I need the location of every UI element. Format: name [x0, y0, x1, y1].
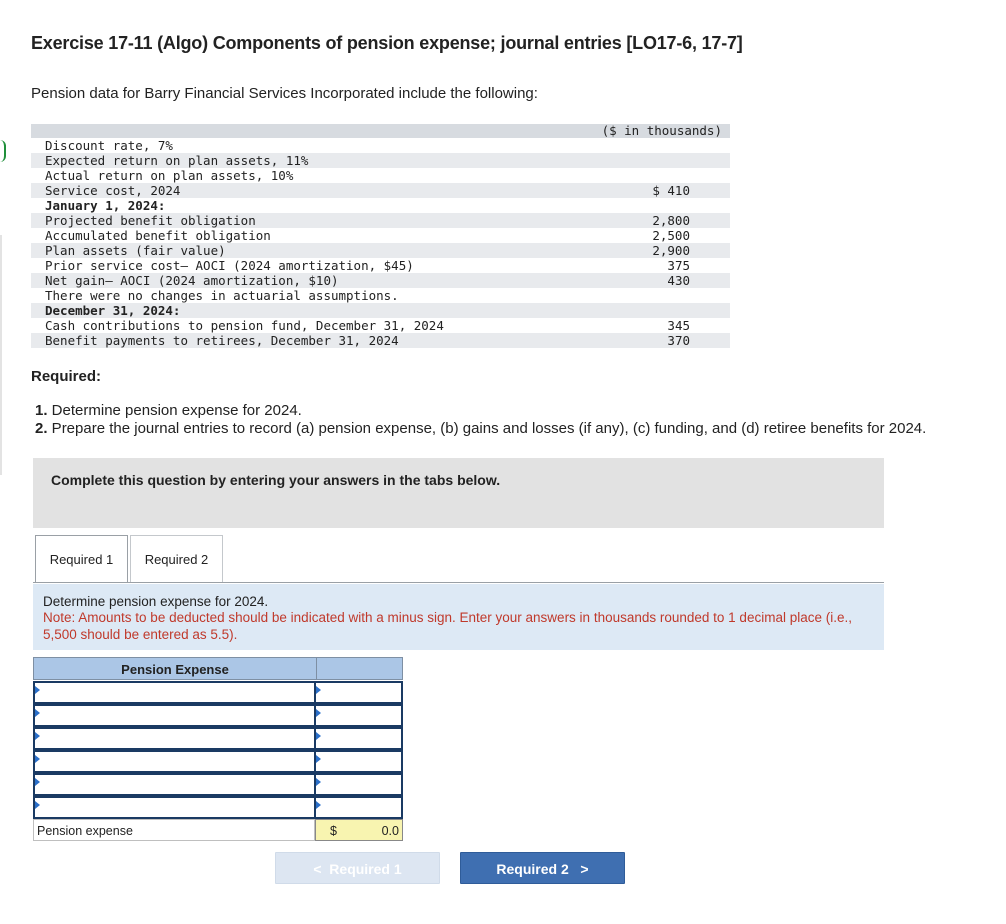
item-description-input[interactable] [33, 681, 315, 704]
amount-input[interactable] [315, 681, 403, 704]
instruction-text: Complete this question by entering your answers in the tabs below. [51, 472, 501, 488]
panel-note: Note: Amounts to be deducted should be indicated with a minus sign. Enter your answers in thousands rounded to 1 decimal place (i.e., 5,500 should be entered as 5.5). [43, 610, 852, 642]
item-description-input[interactable] [33, 750, 315, 773]
data-row-label: January 1, 2024: [45, 198, 166, 213]
data-row [31, 213, 730, 228]
amount-input[interactable] [315, 750, 403, 773]
data-row-value: 2,500 [652, 228, 690, 243]
required-item-1-text: Determine pension expense for 2024. [47, 402, 302, 419]
data-row-value: 345 [667, 318, 690, 333]
total-value-cell [315, 819, 403, 841]
data-row [31, 288, 730, 303]
data-row [31, 303, 730, 318]
dropdown-triangle-icon [35, 778, 40, 786]
data-row-label: There were no changes in actuarial assumptions. [45, 288, 399, 303]
intro-text: Pension data for Barry Financial Services Incorporated include the following: [31, 85, 538, 102]
left-edge-rule [0, 235, 2, 475]
instruction-box [33, 458, 884, 528]
chevron-right-icon: > [580, 861, 589, 877]
dropdown-triangle-icon [35, 686, 40, 694]
item-description-input[interactable] [33, 773, 315, 796]
table-row [33, 796, 403, 819]
total-label: Pension expense [33, 819, 315, 841]
amount-input[interactable] [315, 773, 403, 796]
pension-expense-header-label: Pension Expense [121, 662, 229, 677]
data-row-label: Actual return on plan assets, 10% [45, 168, 294, 183]
data-row-label: Benefit payments to retirees, December 31, 2024 [45, 333, 399, 348]
data-row-label: Plan assets (fair value) [45, 243, 226, 258]
prev-tab-label: Required 1 [329, 861, 402, 877]
data-row-label: Discount rate, 7% [45, 138, 173, 153]
data-table-header [31, 124, 730, 138]
table-row [33, 727, 403, 750]
data-row-label: Accumulated benefit obligation [45, 228, 271, 243]
column-header-thousands: ($ in thousands) [601, 123, 722, 138]
amount-input[interactable] [315, 796, 403, 819]
item-description-input[interactable] [33, 704, 315, 727]
data-row [31, 333, 730, 348]
required-item-2-text: Prepare the journal entries to record (a) pension expense, (b) gains and losses (if any), (c) funding, and (d) retiree benefits for 2024. [47, 420, 927, 437]
required-item-2 [35, 420, 926, 437]
data-row [31, 183, 730, 198]
table-row [33, 773, 403, 796]
data-row [31, 153, 730, 168]
data-row [31, 138, 730, 153]
currency-symbol: $ [330, 824, 337, 838]
data-row-label: Net gain– AOCI (2024 amortization, $10) [45, 273, 339, 288]
dropdown-triangle-icon [316, 778, 321, 786]
data-row-value: 2,800 [652, 213, 690, 228]
chevron-left-icon: < [313, 861, 322, 877]
pension-expense-header [33, 657, 403, 680]
table-row [33, 681, 403, 704]
item-description-input[interactable] [33, 796, 315, 819]
table-row [33, 750, 403, 773]
required-heading: Required: [31, 368, 102, 385]
next-tab-label: Required 2 [496, 861, 569, 877]
data-row [31, 258, 730, 273]
data-row-value: 2,900 [652, 243, 690, 258]
dropdown-triangle-icon [316, 755, 321, 763]
header-divider [316, 658, 317, 679]
data-row [31, 168, 730, 183]
next-tab-button[interactable] [460, 852, 625, 884]
left-edge-tab [0, 140, 6, 162]
required-item-1-number: 1. [35, 402, 48, 419]
tab-required-1[interactable]: Required 1 [35, 535, 128, 583]
data-row [31, 198, 730, 213]
data-row-value: $ 410 [652, 183, 690, 198]
dropdown-triangle-icon [316, 709, 321, 717]
dropdown-triangle-icon [316, 686, 321, 694]
data-row-label: Cash contributions to pension fund, December 31, 2024 [45, 318, 444, 333]
dropdown-triangle-icon [35, 709, 40, 717]
data-row-label: December 31, 2024: [45, 303, 181, 318]
data-row-value: 375 [667, 258, 690, 273]
total-value: 0.0 [381, 824, 399, 838]
pension-data-table [31, 124, 730, 348]
tab-required-2[interactable]: Required 2 [130, 535, 223, 582]
dropdown-triangle-icon [35, 755, 40, 763]
required-item-2-number: 2. [35, 420, 48, 437]
amount-input[interactable] [315, 727, 403, 750]
data-row-label: Prior service cost– AOCI (2024 amortization, $45) [45, 258, 414, 273]
data-row-label: Expected return on plan assets, 11% [45, 153, 309, 168]
data-row-value: 370 [667, 333, 690, 348]
data-row-label: Service cost, 2024 [45, 183, 181, 198]
page-title: Exercise 17-11 (Algo) Components of pension expense; journal entries [LO17-6, 17-7] [31, 33, 743, 53]
data-row-label: Projected benefit obligation [45, 213, 256, 228]
prev-tab-button[interactable] [275, 852, 440, 884]
table-row [33, 704, 403, 727]
required-item-1 [35, 402, 302, 419]
dropdown-triangle-icon [316, 732, 321, 740]
data-row [31, 318, 730, 333]
dropdown-triangle-icon [35, 732, 40, 740]
panel-prompt: Determine pension expense for 2024. [43, 594, 269, 609]
tab-underline [33, 582, 884, 583]
data-row [31, 273, 730, 288]
instruction-panel [33, 584, 884, 650]
dropdown-triangle-icon [316, 801, 321, 809]
item-description-input[interactable] [33, 727, 315, 750]
amount-input[interactable] [315, 704, 403, 727]
pension-expense-total-row [33, 819, 403, 841]
data-row [31, 243, 730, 258]
dropdown-triangle-icon [35, 801, 40, 809]
data-row [31, 228, 730, 243]
data-row-value: 430 [667, 273, 690, 288]
